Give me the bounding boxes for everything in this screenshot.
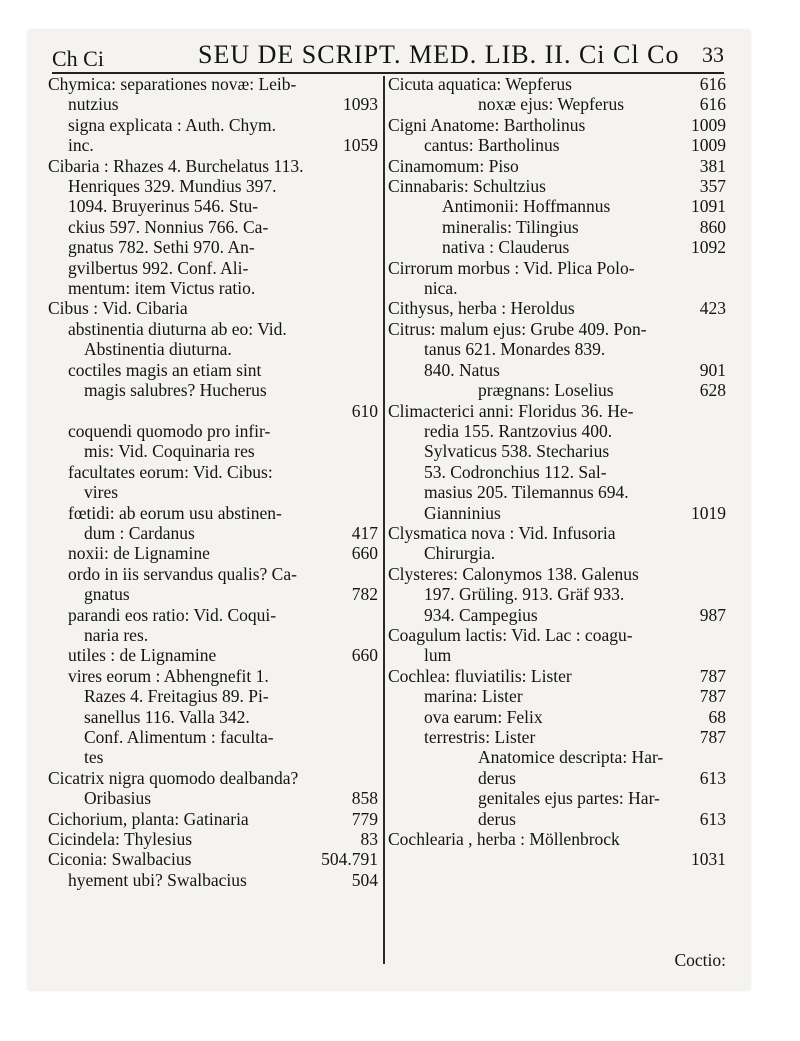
page: [28, 30, 750, 990]
entry-text: tanus 621. Monardes 839.: [424, 339, 606, 360]
entry-page-number: 1019: [691, 502, 726, 523]
header-left: Ch Ci: [52, 46, 104, 71]
entry-text: noxii: de Lignamine: [68, 543, 210, 564]
entry-text: abstinentia diuturna ab eo: Vid.: [68, 318, 287, 339]
entry-page-number: 504: [351, 869, 378, 890]
entry-text: ova earum: Felix: [424, 706, 543, 727]
entry-text: hyement ubi? Swalbacius: [68, 869, 247, 890]
page-number: 33: [702, 42, 724, 67]
index-entry: [48, 421, 378, 441]
index-entry: [388, 441, 726, 461]
entry-text: terrestris: Lister: [424, 727, 536, 747]
index-entry: [48, 176, 378, 196]
entry-text: derus: [478, 767, 516, 788]
entry-text: derus: [478, 808, 516, 829]
entry-page-number: 417: [351, 522, 378, 543]
entry-text: Cirrorum morbus : Vid. Plica Polo-: [388, 257, 635, 278]
index-entry: [388, 645, 726, 665]
entry-text: nutzius: [68, 94, 119, 115]
index-entry: [48, 523, 378, 543]
column-divider: [383, 76, 385, 964]
index-entry: [48, 319, 378, 339]
entry-text: Cigni Anatome: Bartholinus: [388, 114, 586, 135]
entry-page-number: 779: [351, 808, 378, 829]
index-entry: [48, 74, 378, 94]
index-entry: [388, 360, 726, 380]
index-entry: [388, 809, 726, 829]
entry-page-number: 628: [699, 380, 726, 401]
entry-text: Gianninius: [424, 502, 501, 523]
index-entry: [48, 278, 378, 298]
entry-text: mentum: item Victus ratio.: [68, 278, 256, 299]
entry-text: fœtidi: ab eorum usu abstinen-: [68, 502, 282, 523]
index-entry: [48, 258, 378, 278]
entry-text: Ciconia: Swalbacius: [48, 849, 192, 870]
index-entry: [48, 788, 378, 808]
entry-text: genitales ejus partes: Har-: [478, 788, 660, 809]
index-entry: [48, 849, 378, 869]
index-entry: [48, 809, 378, 829]
entry-text: Sylvaticus 538. Stecharius: [424, 441, 610, 462]
index-entry: [48, 380, 378, 400]
index-entry: [388, 156, 726, 176]
entry-text: Cicatrix nigra quomodo dealbanda?: [48, 767, 299, 788]
index-entry: [388, 401, 726, 421]
entry-text: lum: [424, 645, 452, 666]
entry-text: Climacterici anni: Floridus 36. He-: [388, 400, 634, 421]
index-entry: [48, 584, 378, 604]
index-entry: [388, 727, 726, 747]
index-entry: [48, 645, 378, 665]
entry-text: 197. Grüling. 913. Gräf 933.: [424, 584, 625, 605]
entry-page-number: 782: [351, 584, 378, 605]
index-entry: [48, 870, 378, 890]
entry-text: marina: Lister: [424, 686, 523, 707]
entry-text: noxæ ejus: Wepferus: [478, 94, 625, 115]
index-entry: [388, 380, 726, 400]
entry-text: coctiles magis an etiam sint: [68, 359, 262, 380]
index-entry: [388, 829, 726, 849]
index-entry: [48, 196, 378, 216]
entry-text: Razes 4. Freitagius 89. Pi-: [84, 686, 269, 707]
entry-text: dum : Cardanus: [84, 522, 195, 543]
index-entry: [388, 707, 726, 727]
entry-page-number: 83: [360, 829, 378, 850]
index-entry: [48, 747, 378, 767]
entry-text: tes: [84, 747, 104, 768]
entry-text: Cinnabaris: Schultzius: [388, 176, 546, 197]
entry-text: Coagulum lactis: Vid. Lac : coagu-: [388, 624, 633, 645]
index-entry: [48, 625, 378, 645]
index-entry: [388, 421, 726, 441]
entry-page-number: 1031: [691, 849, 726, 870]
entry-text: Henriques 329. Mundius 397.: [68, 176, 277, 197]
entry-text: Cithysus, herba : Heroldus: [388, 298, 575, 319]
right-column: [388, 74, 726, 870]
entry-text: gnatus: [84, 584, 130, 605]
index-entry: [388, 625, 726, 645]
entry-text: vires eorum : Abhengnefit 1.: [68, 665, 269, 686]
entry-text: Anatomice descripta: Har-: [478, 747, 664, 768]
entry-text: facultates eorum: Vid. Cibus:: [68, 461, 273, 482]
entry-page-number: 987: [699, 604, 726, 625]
index-entry: [388, 298, 726, 318]
index-entry: [388, 605, 726, 625]
entry-page-number: 901: [699, 359, 726, 380]
entry-text: magis salubres? Hucherus: [84, 380, 267, 401]
index-entry: [48, 482, 378, 502]
entry-text: Citrus: malum ejus: Grube 409. Pon-: [388, 318, 647, 339]
index-entry: [388, 94, 726, 114]
entry-text: naria res.: [84, 624, 149, 645]
entry-text: Chymica: separationes novæ: Leib-: [48, 74, 297, 94]
entry-page-number: 787: [699, 665, 726, 686]
entry-text: sanellus 116. Valla 342.: [84, 706, 250, 727]
index-entry: [48, 339, 378, 359]
index-entry: [388, 319, 726, 339]
entry-page-number: 860: [699, 216, 726, 237]
entry-text: mineralis: Tilingius: [442, 216, 579, 237]
entry-text: cantus: Bartholinus: [424, 135, 560, 156]
entry-text: 53. Codronchius 112. Sal-: [424, 461, 607, 482]
index-entry: [48, 543, 378, 563]
entry-page-number: 787: [699, 686, 726, 707]
index-entry: [48, 768, 378, 788]
entry-text: nativa : Clauderus: [442, 237, 570, 258]
entry-page-number: 381: [699, 155, 726, 176]
index-entry: [48, 666, 378, 686]
entry-text: ordo in iis servandus qualis? Ca-: [68, 563, 297, 584]
entry-page-number: 610: [351, 400, 378, 421]
left-column: [48, 74, 378, 890]
index-entry: [388, 237, 726, 257]
entry-text: parandi eos ratio: Vid. Coqui-: [68, 604, 277, 625]
entry-page-number: 504.791: [321, 849, 378, 870]
entry-text: gnatus 782. Sethi 970. An-: [68, 237, 255, 258]
entry-text: mis: Vid. Coquinaria res: [84, 441, 255, 462]
entry-page-number: 1091: [691, 196, 726, 217]
index-entry: [388, 564, 726, 584]
entry-text: Cinamomum: Piso: [388, 155, 519, 176]
index-entry: [48, 401, 378, 421]
entry-text: vires: [84, 482, 119, 503]
entry-text: masius 205. Tilemannus 694.: [424, 482, 629, 503]
entry-page-number: 787: [699, 727, 726, 747]
index-entry: [388, 115, 726, 135]
index-entry: [48, 564, 378, 584]
index-entry: [388, 788, 726, 808]
index-entry: [388, 217, 726, 237]
index-entry: [388, 584, 726, 604]
index-entry: [388, 686, 726, 706]
entry-page-number: 616: [699, 94, 726, 115]
entry-page-number: 1059: [343, 135, 378, 156]
index-entry: [48, 94, 378, 114]
index-entry: [388, 258, 726, 278]
entry-text: Conf. Alimentum : faculta-: [84, 726, 274, 747]
index-entry: [388, 462, 726, 482]
entry-text: gvilbertus 992. Conf. Ali-: [68, 257, 249, 278]
entry-page-number: 613: [699, 767, 726, 788]
entry-text: Antimonii: Hoffmannus: [442, 196, 611, 217]
entry-page-number: 1093: [343, 94, 378, 115]
entry-page-number: 858: [351, 788, 378, 809]
entry-text: Cicuta aquatica: Wepferus: [388, 74, 572, 94]
entry-text: prægnans: Loselius: [478, 380, 614, 401]
entry-text: Cibus : Vid. Cibaria: [48, 298, 188, 319]
index-entry: [388, 135, 726, 155]
index-entry: [388, 482, 726, 502]
index-entry: [48, 707, 378, 727]
index-entry: [388, 503, 726, 523]
entry-page-number: 1092: [691, 237, 726, 258]
entry-text: redia 155. Rantzovius 400.: [424, 420, 613, 441]
entry-text: Cochlearia , herba : Möllenbrock: [388, 829, 620, 850]
index-entry: [388, 768, 726, 788]
index-entry: [388, 747, 726, 767]
entry-page-number: 660: [351, 645, 378, 666]
index-entry: [48, 115, 378, 135]
index-entry: [48, 237, 378, 257]
entry-text: Abstinentia diuturna.: [84, 339, 232, 360]
entry-page-number: 357: [699, 176, 726, 197]
index-entry: [48, 298, 378, 318]
index-entry: [388, 543, 726, 563]
index-entry: [48, 135, 378, 155]
entry-page-number: 1009: [691, 135, 726, 156]
index-entry: [388, 666, 726, 686]
catchword: Coctio:: [674, 950, 726, 970]
index-entry: [48, 156, 378, 176]
entry-text: Cibaria : Rhazes 4. Burchelatus 113.: [48, 155, 304, 176]
entry-text: 934. Campegius: [424, 604, 538, 625]
entry-text: utiles : de Lignamine: [68, 645, 217, 666]
index-entry: [48, 503, 378, 523]
index-entry: [388, 176, 726, 196]
entry-text: 1094. Bruyerinus 546. Stu-: [68, 196, 259, 217]
index-entry: [48, 462, 378, 482]
index-entry: [388, 339, 726, 359]
entry-page-number: 423: [699, 298, 726, 319]
index-entry: [48, 605, 378, 625]
entry-text: coquendi quomodo pro infir-: [68, 420, 271, 441]
index-entry: [48, 686, 378, 706]
running-header: [52, 38, 724, 74]
entry-text: Cicindela: Thylesius: [48, 829, 193, 850]
entry-page-number: 616: [699, 74, 726, 94]
index-entry: [48, 441, 378, 461]
entry-text: Clysteres: Calonymos 138. Galenus: [388, 563, 639, 584]
entry-text: Cichorium, planta: Gatinaria: [48, 808, 249, 829]
index-entry: [48, 217, 378, 237]
entry-text: inc.: [68, 135, 94, 156]
entry-text: 840. Natus: [424, 359, 500, 380]
entry-text: Oribasius: [84, 788, 152, 809]
index-entry: [388, 74, 726, 94]
index-entry: [48, 727, 378, 747]
index-entry: [48, 360, 378, 380]
entry-text: Clysmatica nova : Vid. Infusoria: [388, 522, 616, 543]
entry-text: Cochlea: fluviatilis: Lister: [388, 665, 572, 686]
entry-text: nica.: [424, 278, 458, 299]
entry-page-number: 660: [351, 543, 378, 564]
header-title: SEU DE SCRIPT. MED. LIB. II. Ci Cl Co: [198, 40, 680, 69]
index-entry: [388, 196, 726, 216]
entry-page-number: 1009: [691, 114, 726, 135]
index-entry: [388, 523, 726, 543]
entry-text: signa explicata : Auth. Chym.: [68, 114, 277, 135]
entry-text: ckius 597. Nonnius 766. Ca-: [68, 216, 269, 237]
index-entry: [388, 278, 726, 298]
entry-page-number: 613: [699, 808, 726, 829]
index-entry: [388, 849, 726, 869]
entry-text: Chirurgia.: [424, 543, 496, 564]
index-entry: [48, 829, 378, 849]
entry-page-number: 68: [708, 706, 726, 727]
